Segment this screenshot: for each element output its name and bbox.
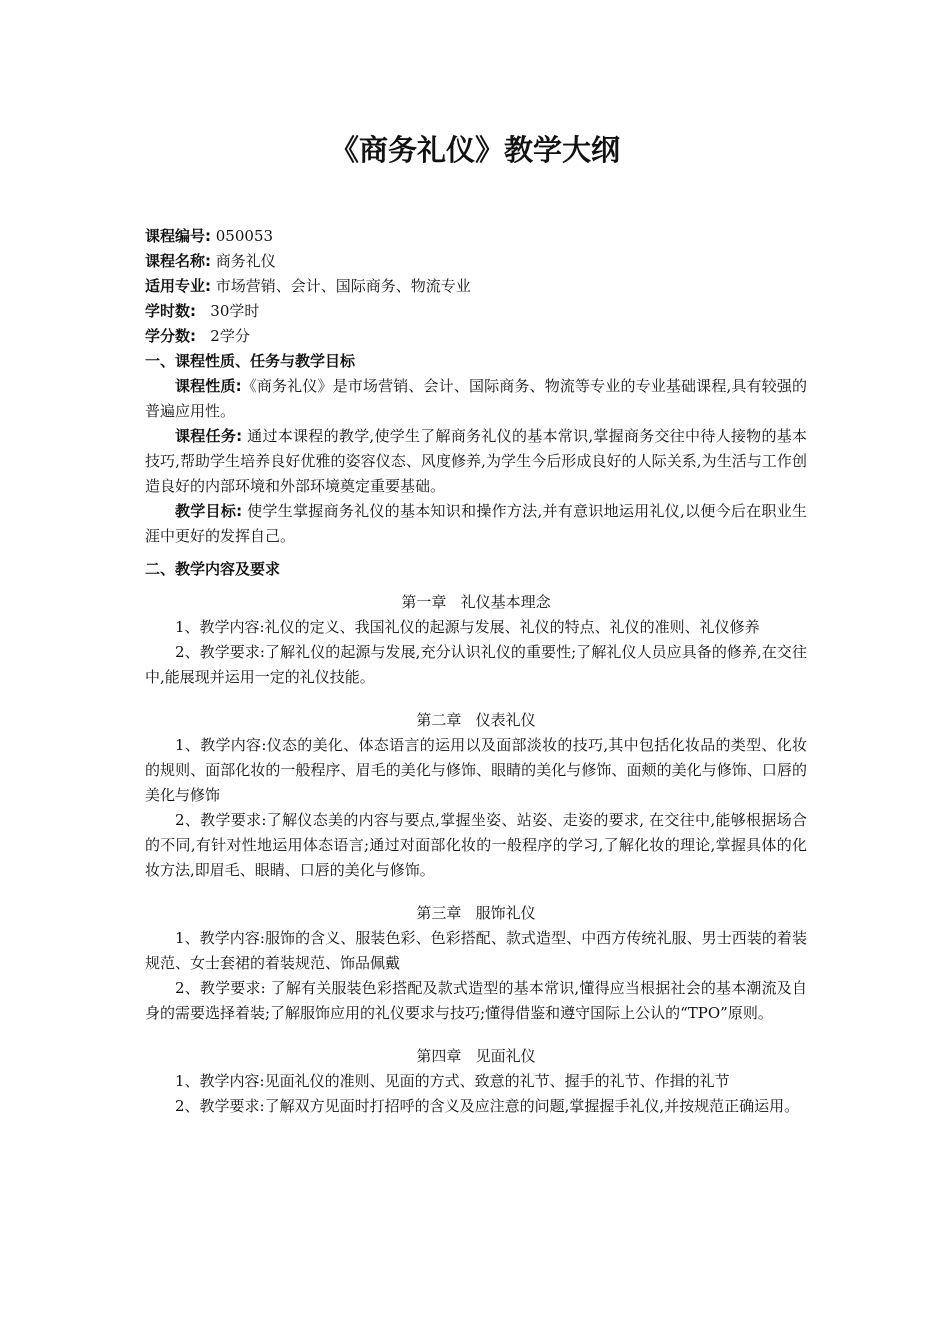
meta-label: 学时数:	[145, 302, 196, 320]
chapter-title: 第二章 仪表礼仪	[416, 711, 536, 729]
course-nature-text: 《商务礼仪》是市场营销、会计、国际商务、物流等专业的专业基础课程,具有较强的普遍应用性。	[145, 377, 807, 420]
meta-majors	[145, 274, 807, 299]
meta-label: 课程编号:	[145, 227, 211, 245]
teaching-goal-paragraph	[145, 499, 807, 549]
meta-course-code	[145, 224, 807, 249]
meta-hours	[145, 299, 807, 324]
course-task-label: 课程任务:	[175, 427, 243, 445]
meta-label: 适用专业:	[145, 277, 211, 295]
section-1-heading: 一、课程性质、任务与教学目标	[145, 352, 356, 370]
chapter-content: 1、教学内容:仪态的美化、体态语言的运用以及面部淡妆的技巧,其中包括化妆品的类型、化妆的规则、面部化妆的一般程序、眉毛的美化与修饰、眼睛的美化与修饰、面颊的美化与修饰、口唇的美化与修饰	[145, 736, 807, 804]
section-2-heading: 二、教学内容及要求	[145, 560, 281, 578]
chapter-requirement: 2、教学要求: 了解有关服装色彩搭配及款式造型的基本常识,懂得应当根据社会的基本潮流及自身的需要选择着装;了解服饰应用的礼仪要求与技巧;懂得借鉴和遵守国际上公认的“TPO”原则。	[145, 979, 807, 1022]
meta-value: 30学时	[196, 302, 260, 320]
chapter-requirement: 2、教学要求:了解仪态美的内容与要点,掌握坐姿、站姿、走姿的要求, 在交往中,能够根据场合的不同,有针对性地运用体态语言;通过对面部化妆的一般程序的学习,了解化妆的理论,掌握具体的化妆方法,即眉毛、眼睛、口唇的美化与修饰。	[145, 811, 807, 879]
chapter-content: 1、教学内容:礼仪的定义、我国礼仪的起源与发展、礼仪的特点、礼仪的准则、礼仪修养	[175, 618, 760, 636]
chapter-requirement: 2、教学要求:了解双方见面时打招呼的含义及应注意的问题,掌握握手礼仪,并按规范正确运用。	[175, 1097, 800, 1115]
meta-course-name	[145, 249, 807, 274]
course-nature-label: 课程性质:	[175, 377, 242, 395]
chapter-content: 1、教学内容:服饰的含义、服装色彩、色彩搭配、款式造型、中西方传统礼服、男士西装的着装规范、女士套裙的着装规范、饰品佩戴	[145, 929, 807, 972]
meta-label: 课程名称:	[145, 252, 211, 270]
meta-value: 050053	[211, 227, 274, 245]
chapter-content: 1、教学内容:见面礼仪的准则、见面的方式、致意的礼节、握手的礼节、作揖的礼节	[175, 1072, 730, 1090]
chapter-requirement: 2、教学要求:了解礼仪的起源与发展,充分认识礼仪的重要性;了解礼仪人员应具备的修养,在交往中,能展现并运用一定的礼仪技能。	[145, 643, 807, 686]
meta-value: 2学分	[196, 327, 250, 345]
meta-value: 商务礼仪	[211, 252, 276, 270]
course-task-text: 通过本课程的教学,使学生了解商务礼仪的基本常识,掌握商务交往中待人接物的基本技巧,帮助学生培养良好优雅的姿容仪态、风度修养,为学生今后形成良好的人际关系,为生活与工作创造良好的内部环境和外部环境奠定重要基础。	[145, 427, 808, 495]
teaching-goal-text: 使学生掌握商务礼仪的基本知识和操作方法,并有意识地运用礼仪,以便今后在职业生涯中更好的发挥自己。	[145, 502, 808, 545]
meta-value: 市场营销、会计、国际商务、物流专业	[211, 277, 471, 295]
chapter-title: 第一章 礼仪基本理念	[401, 593, 551, 611]
course-nature-paragraph	[145, 374, 807, 424]
meta-credits	[145, 324, 807, 349]
document-title: 《商务礼仪》教学大纲	[329, 133, 620, 167]
teaching-goal-label: 教学目标:	[175, 502, 243, 520]
course-task-paragraph	[145, 424, 807, 499]
document-body	[145, 224, 807, 1119]
chapter-title: 第三章 服饰礼仪	[416, 904, 536, 922]
meta-label: 学分数:	[145, 327, 196, 345]
chapter-title: 第四章 见面礼仪	[416, 1047, 536, 1065]
